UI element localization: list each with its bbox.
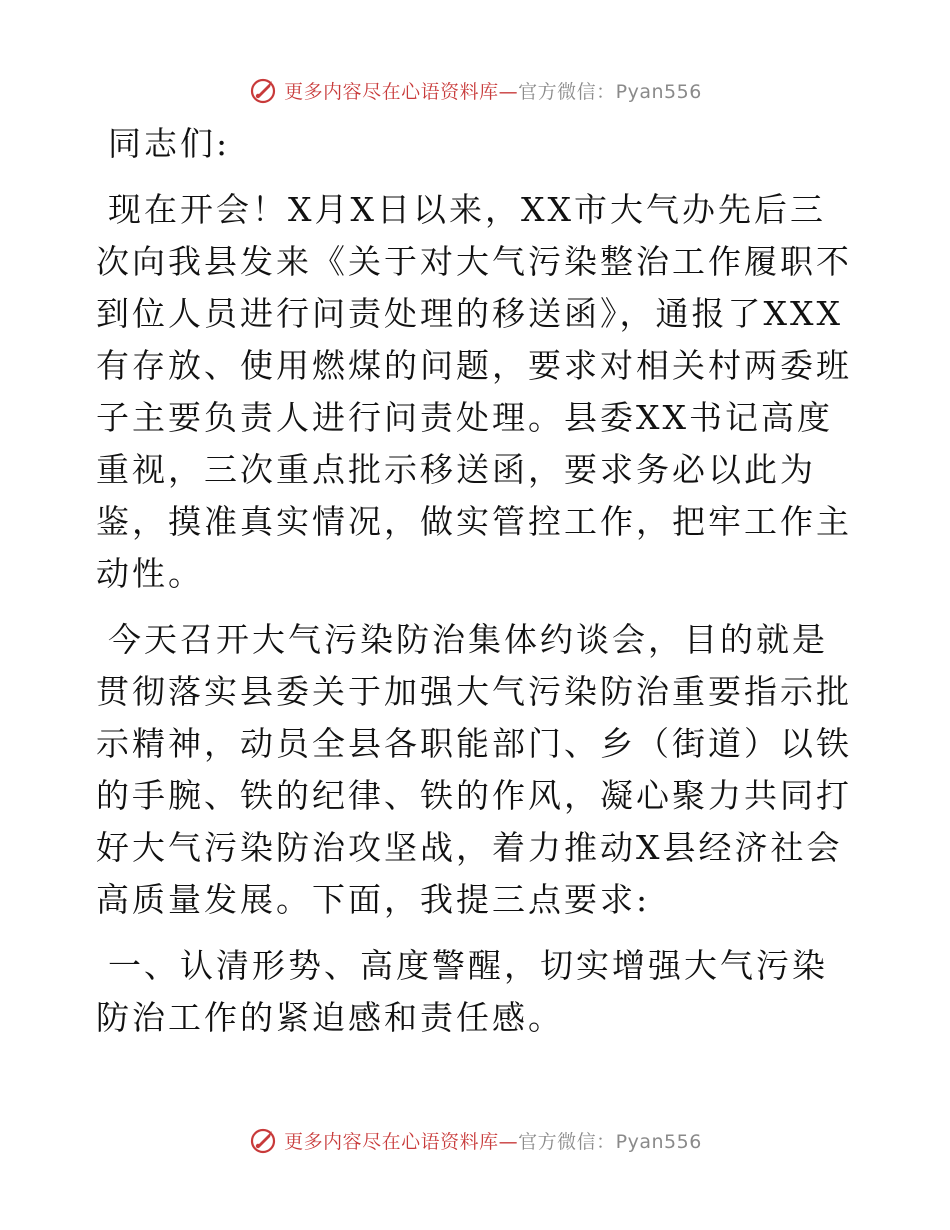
paragraph-section-one: 一、认清形势、高度警醒，切实增强大气污染防治工作的紧迫感和责任感。 (96, 946, 828, 1037)
document-body (96, 118, 856, 1058)
watermark-contact: 官方微信：Pyan556 (518, 1130, 702, 1153)
watermark-site: 更多内容尽在心语资料库 (284, 1130, 499, 1153)
watermark-dash: — (498, 1130, 519, 1153)
header-watermark (0, 70, 950, 110)
watermark-text (284, 77, 702, 104)
brush-logo-icon (248, 1125, 278, 1155)
watermark-contact: 官方微信：Pyan556 (518, 80, 702, 103)
watermark-text (284, 1127, 702, 1154)
brush-logo-icon (248, 75, 278, 105)
salutation: 同志们: (108, 124, 231, 163)
paragraph-opening: 现在开会！X月X日以来，XX市大气办先后三次向我县发来《关于对大气污染整治工作履职不到位人员进行问责处理的移送函》，通报了XXX有存放、使用燃煤的问题，要求对相关村两委班子主要负责人进行问责处理。县委XX书记高度重视，三次重点批示移送函，要求务必以此为鉴，摸准真实情况，做实管控工作，把牢工作主动性。 (96, 190, 852, 593)
watermark-site: 更多内容尽在心语资料库 (284, 80, 499, 103)
watermark-dash: — (498, 80, 519, 103)
paragraph-purpose: 今天召开大气污染防治集体约谈会，目的就是贯彻落实县委关于加强大气污染防治重要指示批示精神，动员全县各职能部门、乡（街道）以铁的手腕、铁的纪律、铁的作风，凝心聚力共同打好大气污染防治攻坚战，着力推动X县经济社会高质量发展。下面，我提三点要求: (96, 620, 852, 919)
footer-watermark (0, 1120, 950, 1160)
